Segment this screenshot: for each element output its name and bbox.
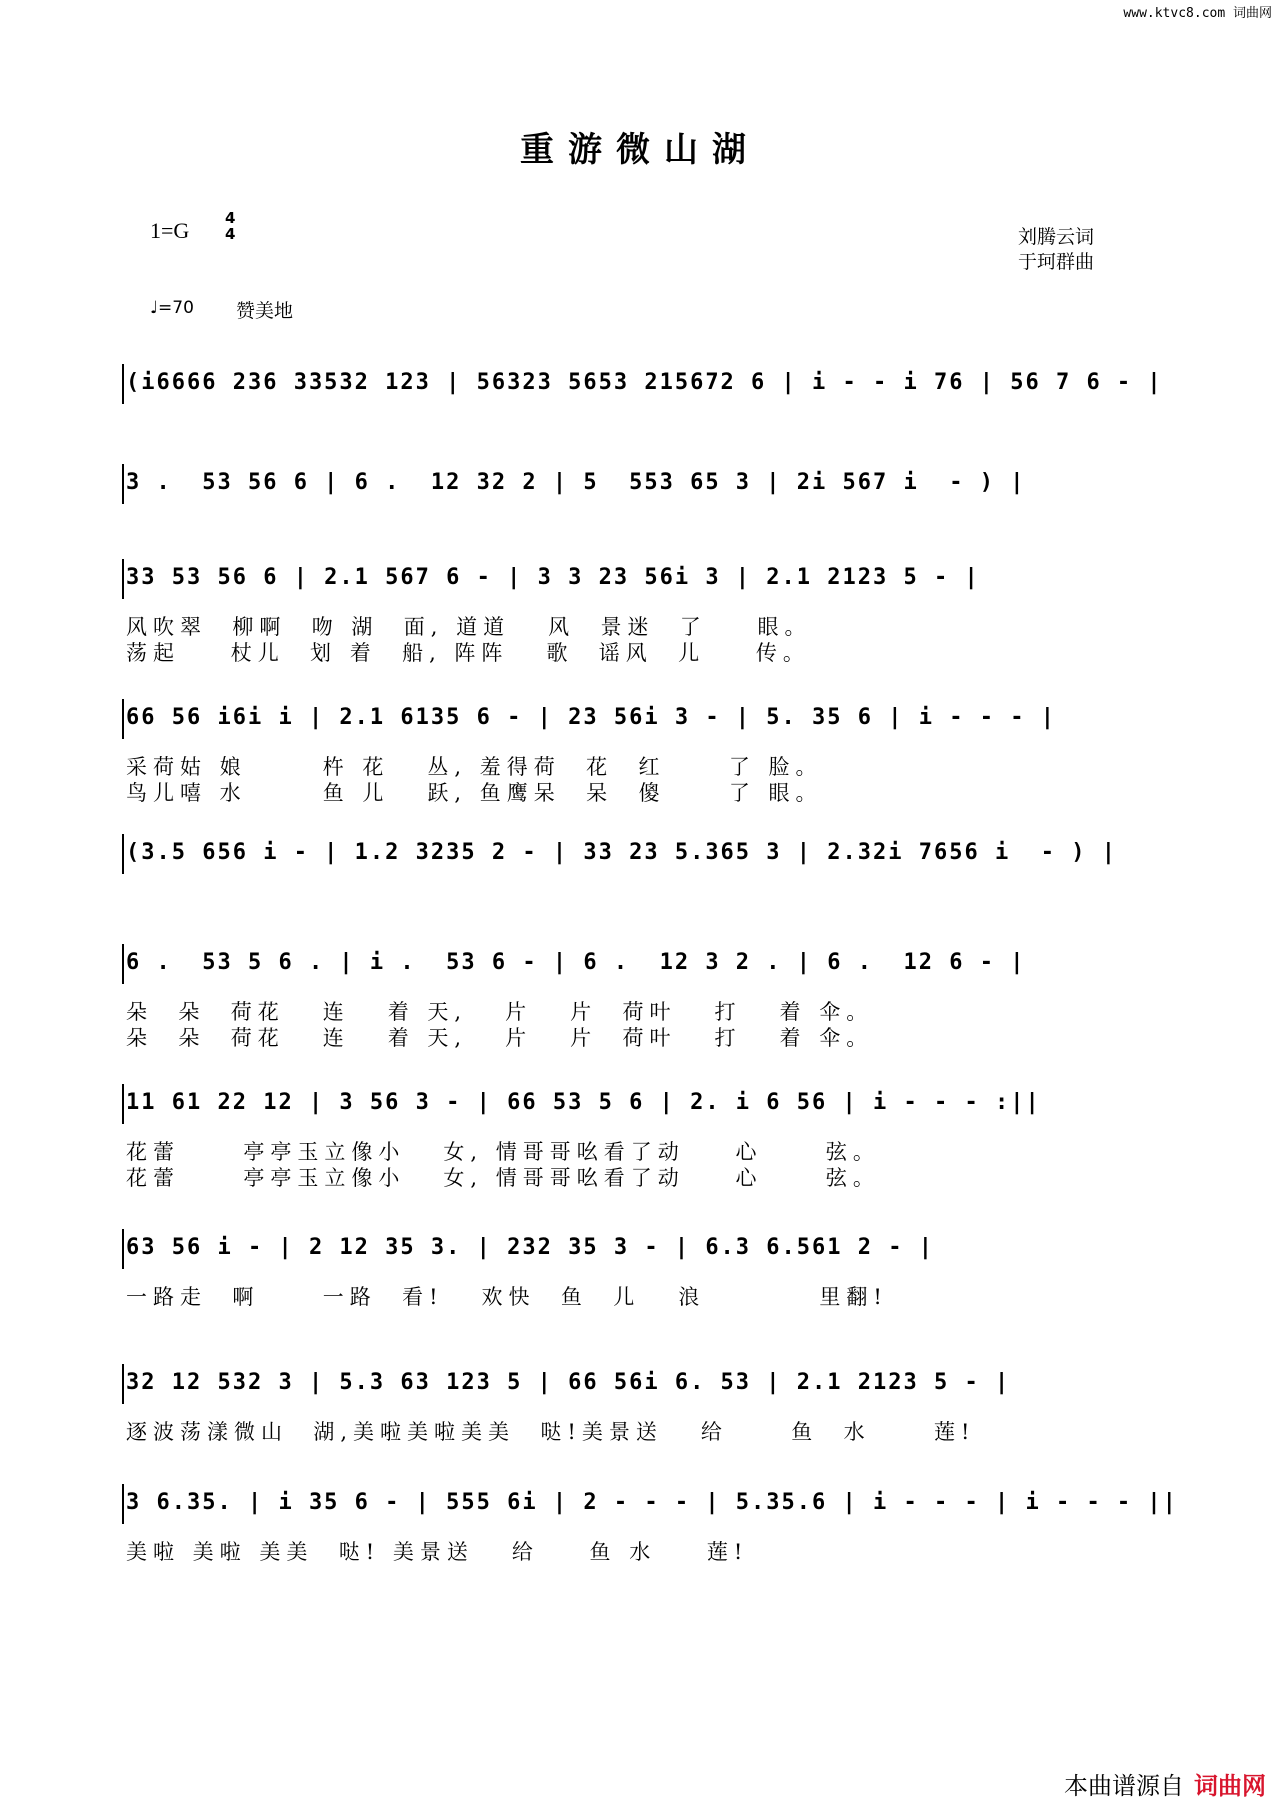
notation-line: 6 . 53 5 6 . | i . 53 6 - | 6 . 12 3 2 . | 6 . 12 6 - | (126, 950, 1026, 975)
lyrics-line: 鸟儿嘻 水 鱼 儿 跃, 鱼鹰呆 呆 傻 了 眼。 (126, 781, 823, 805)
notation-line: (i6666 236 33532 123 | 56323 5653 215672 6 | i - - i 76 | 56 7 6 - | (126, 370, 1163, 395)
barline (122, 364, 124, 404)
lyrics-line: 美啦 美啦 美美 哒! 美景送 给 鱼 水 莲! (126, 1540, 749, 1564)
barline (122, 464, 124, 504)
notation-line: 33 53 56 6 | 2.1 567 6 - | 3 3 23 56i 3 | 2.1 2123 5 - | (126, 565, 980, 590)
lyrics-line: 逐波荡漾微山 湖,美啦美啦美美 哒!美景送 给 鱼 水 莲! (126, 1420, 976, 1444)
lyrics-line: 荡起 杖儿 划 着 船, 阵阵 歌 谣风 儿 传。 (126, 641, 810, 665)
notation-line: (3.5 656 i - | 1.2 3235 2 - | 33 23 5.365 3 | 2.32i 7656 i - ) | (126, 840, 1117, 865)
time-signature-top: 4 (225, 209, 236, 227)
footer-text: 本曲谱源自 (1064, 1772, 1184, 1800)
lyrics-line: 朵 朵 荷花 连 着 天, 片 片 荷叶 打 着 伞。 (126, 1000, 874, 1024)
notation-line: 32 12 532 3 | 5.3 63 123 5 | 66 56i 6. 53 | 2.1 2123 5 - | (126, 1370, 1011, 1395)
source-footer (1064, 1766, 1266, 1801)
barline (122, 944, 124, 984)
tempo-marking: ♩=70 (150, 298, 194, 318)
barline (122, 1229, 124, 1269)
composer-credit: 于珂群曲 (1018, 251, 1095, 273)
footer-brand: 词曲网 (1194, 1772, 1266, 1800)
lyrics-line: 风吹翠 柳啊 吻 湖 面, 道道 风 景迷 了 眼。 (126, 615, 812, 639)
lyrics-line: 一路走 啊 一路 看! 欢快 鱼 儿 浪 里翻! (126, 1285, 888, 1309)
barline (122, 834, 124, 874)
notation-line: 3 . 53 56 6 | 6 . 12 32 2 | 5 553 65 3 | 2i 567 i - ) | (126, 470, 1026, 495)
barline (122, 699, 124, 739)
key-signature: 1=G (150, 218, 190, 243)
lyrics-line: 花蕾 亭亭玉立像小 女, 情哥哥吆看了动 心 弦。 (126, 1140, 880, 1164)
lyrics-line: 朵 朵 荷花 连 着 天, 片 片 荷叶 打 着 伞。 (126, 1026, 874, 1050)
barline (122, 1484, 124, 1524)
barline (122, 1364, 124, 1404)
notation-line: 3 6.35. | i 35 6 - | 555 6i | 2 - - - | 5.35.6 | i - - - | i - - - || (126, 1490, 1178, 1515)
time-signature-bottom: 4 (225, 225, 236, 243)
lyrics-line: 采荷姑 娘 杵 花 丛, 羞得荷 花 红 了 脸。 (126, 755, 823, 779)
notation-line: 63 56 i - | 2 12 35 3. | 232 35 3 - | 6.3 6.561 2 - | (126, 1235, 934, 1260)
notation-line: 11 61 22 12 | 3 56 3 - | 66 53 5 6 | 2. i 6 56 | i - - - :|| (126, 1090, 1041, 1115)
notation-line: 66 56 i6i i | 2.1 6135 6 - | 23 56i 3 - | 5. 35 6 | i - - - | (126, 705, 1056, 730)
barline (122, 1084, 124, 1124)
watermark: www.ktvc8.com 词曲网 (1123, 6, 1272, 21)
lyrics-line: 花蕾 亭亭玉立像小 女, 情哥哥吆看了动 心 弦。 (126, 1166, 880, 1190)
expression-marking: 赞美地 (236, 300, 294, 322)
time-signature (225, 210, 235, 242)
lyricist-credit: 刘腾云词 (1018, 226, 1095, 248)
song-title: 重游微山湖 (520, 130, 760, 170)
barline (122, 559, 124, 599)
